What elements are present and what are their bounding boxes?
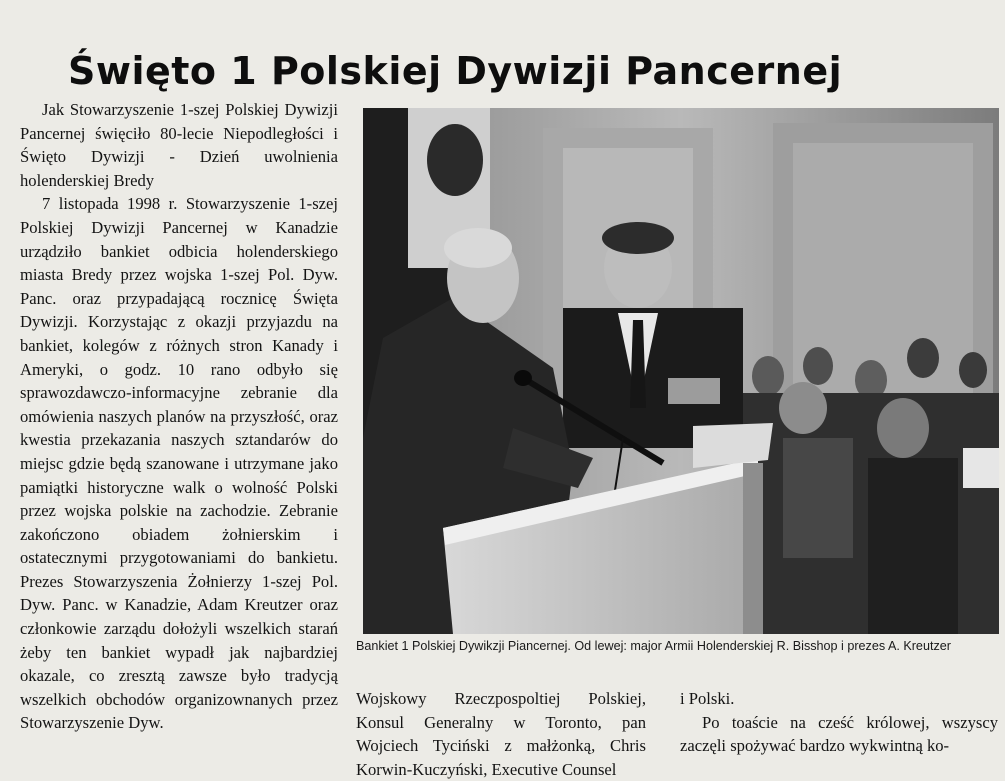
article-right-line: i Polski.: [680, 689, 735, 708]
article-intro-paragraph: Jak Stowarzyszenie 1-szej Polskiej Dywizji Pancernej święciło 80-lecie Niepodległości i Święto Dywizji - Dzień uwolnienia holenderskiej Bredy: [20, 100, 338, 190]
photo-caption: Bankiet 1 Polskiej Dywikzji Piancernej. Od lewej: major Armii Holenderskiej R. Bisshop i prezes A. Kreutzer: [356, 639, 951, 653]
article-left-column: [20, 98, 338, 735]
banquet-photo-illustration: [363, 108, 999, 634]
article-middle-column: [356, 687, 646, 781]
article-title: Święto 1 Polskiej Dywizji Pancernej: [68, 49, 843, 94]
article-body-paragraph: 7 listopada 1998 r. Stowarzyszenie 1-szej Polskiej Dywizji Pancernej w Kanadzie urządziło bankiet odbicia holenderskiego miasta Bredy przez wojska 1-szej Pol. Dyw. Panc. oraz przypadającą rocznicę Święta Dywizji. Korzystając z okazji przyjazdu na bankiet, kolegów z różnych stron Kanady i Ameryki, o godz. 10 rano odbyło się sprawozdawczo-informacyjne zebranie dla omówienia naszych planów na przyszłość, oraz kwestia przekazania naszych sztandarów do miejsc gdzie będą szanowane i utrzymane jako pamiątki historyczne walk o wolność Polski przez wojska polskie na zachodzie. Zebranie zakończono obiadem żołnierskim i ostatecznymi przygotowaniami do bankietu. Prezes Stowarzyszenia Żołnierzy 1-szej Pol. Dyw. Panc. w Kanadzie, Adam Kreutzer oraz członkowie zarządu dołożyli wszelkich starań żeby ten bankiet wypadł jak najbardziej okazale, co zresztą zawsze było tradycją wszelkich obchodów organizownanych przez Stowarzyszenie Dyw.: [20, 194, 338, 733]
article-middle-paragraph: Wojskowy Rzeczpospoltiej Polskiej, Konsul Generalny w Toronto, pan Wojciech Tyciński z małżonką, Chris Korwin-Kuczyński, Executive Counsel: [356, 689, 646, 779]
article-right-paragraph: Po toaście na cześć królowej, wszyscy zaczęli spożywać bardzo wykwintną ko-: [680, 712, 998, 756]
banquet-photo: [363, 108, 999, 634]
article-right-column: [680, 687, 998, 758]
